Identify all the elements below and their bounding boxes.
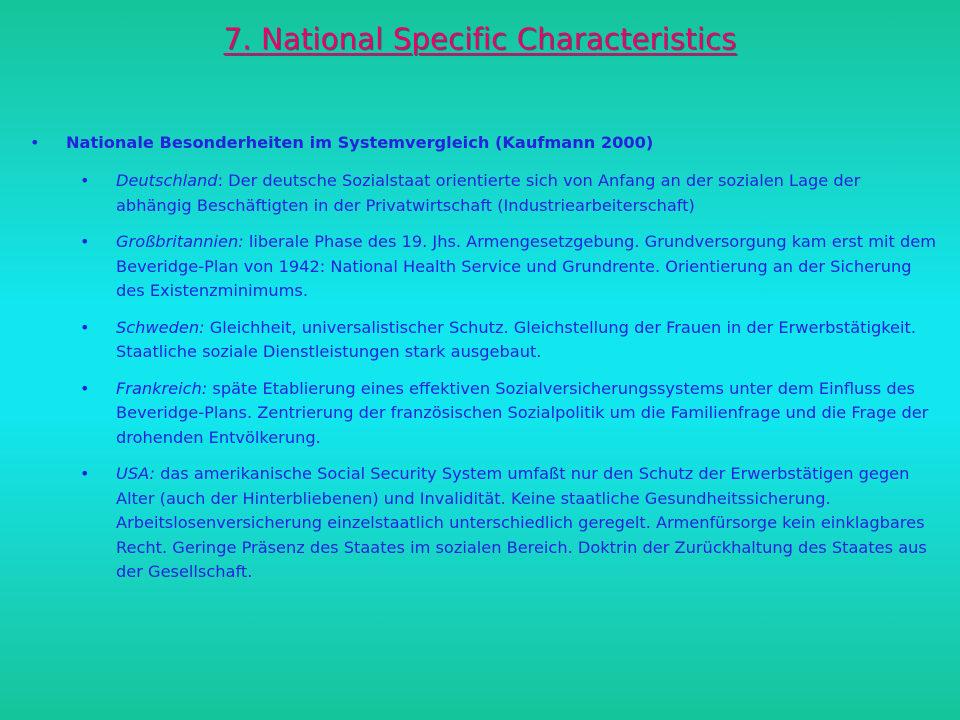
slide-title: 7. National Specific Characteristics bbox=[223, 22, 737, 56]
bullet-icon: • bbox=[80, 378, 90, 398]
bullet-icon: • bbox=[80, 317, 90, 337]
country-description: das amerikanische Social Security System umfaßt nur den Schutz der Erwerbstätigen gegen Alter (auch der Hinterbliebenen) und Invalidität. Keine staatliche Gesundheitssicherung. Arbeitslosenversicherung einzelstaatlich unterschiedlich geregelt. Armenfürsorge kein einklagbares Recht. Geringe Präsenz des Staates im sozialen Bereich. Doktrin der Zurückhaltung des Staates aus der Gesellschaft. bbox=[116, 464, 927, 581]
country-name: Frankreich: bbox=[116, 378, 208, 398]
country-list bbox=[0, 169, 960, 585]
country-name: Deutschland bbox=[116, 171, 218, 190]
country-description: Gleichheit, universalistischer Schutz. Gleichstellung der Frauen in der Erwerbstätigkeit. Staatliche soziale Dienstleistungen stark ausgebaut. bbox=[116, 317, 916, 361]
bullet-icon: • bbox=[80, 464, 90, 483]
country-name: Schweden: bbox=[116, 317, 205, 337]
list-item-usa bbox=[0, 462, 960, 585]
slide-content bbox=[0, 131, 960, 585]
list-item-frankreich bbox=[0, 377, 960, 451]
bullet-icon: • bbox=[80, 232, 90, 251]
list-item-schweden bbox=[0, 316, 960, 365]
main-bullet bbox=[0, 131, 960, 157]
country-name: Großbritannien: bbox=[116, 232, 244, 251]
bullet-icon: • bbox=[80, 171, 90, 190]
country-description: : Der deutsche Sozialstaat orientierte sich von Anfang an der sozialen Lage der abhängig Beschäftigten in der Privatwirtschaft (Industriearbeiterschaft) bbox=[116, 171, 861, 215]
country-name: USA: bbox=[116, 464, 155, 483]
bullet-icon: • bbox=[30, 133, 40, 152]
main-bullet-text: Nationale Besonderheiten im Systemvergleich (Kaufmann 2000) bbox=[66, 133, 654, 152]
country-description: späte Etablierung eines effektiven Sozialversicherungssystems unter dem Einfluss des Beveridge-Plans. Zentrierung der französischen Sozialpolitik um die Familienfrage und die Frage der drohenden Entvölkerung. bbox=[116, 378, 929, 447]
list-item-grossbritannien bbox=[0, 230, 960, 304]
country-description: liberale Phase des 19. Jhs. Armengesetzgebung. Grundversorgung kam erst mit dem Beveridge-Plan von 1942: National Health Service und Grundrente. Orientierung an der Sicherung des Existenzminimums. bbox=[116, 232, 937, 300]
list-item-deutschland bbox=[0, 169, 960, 218]
